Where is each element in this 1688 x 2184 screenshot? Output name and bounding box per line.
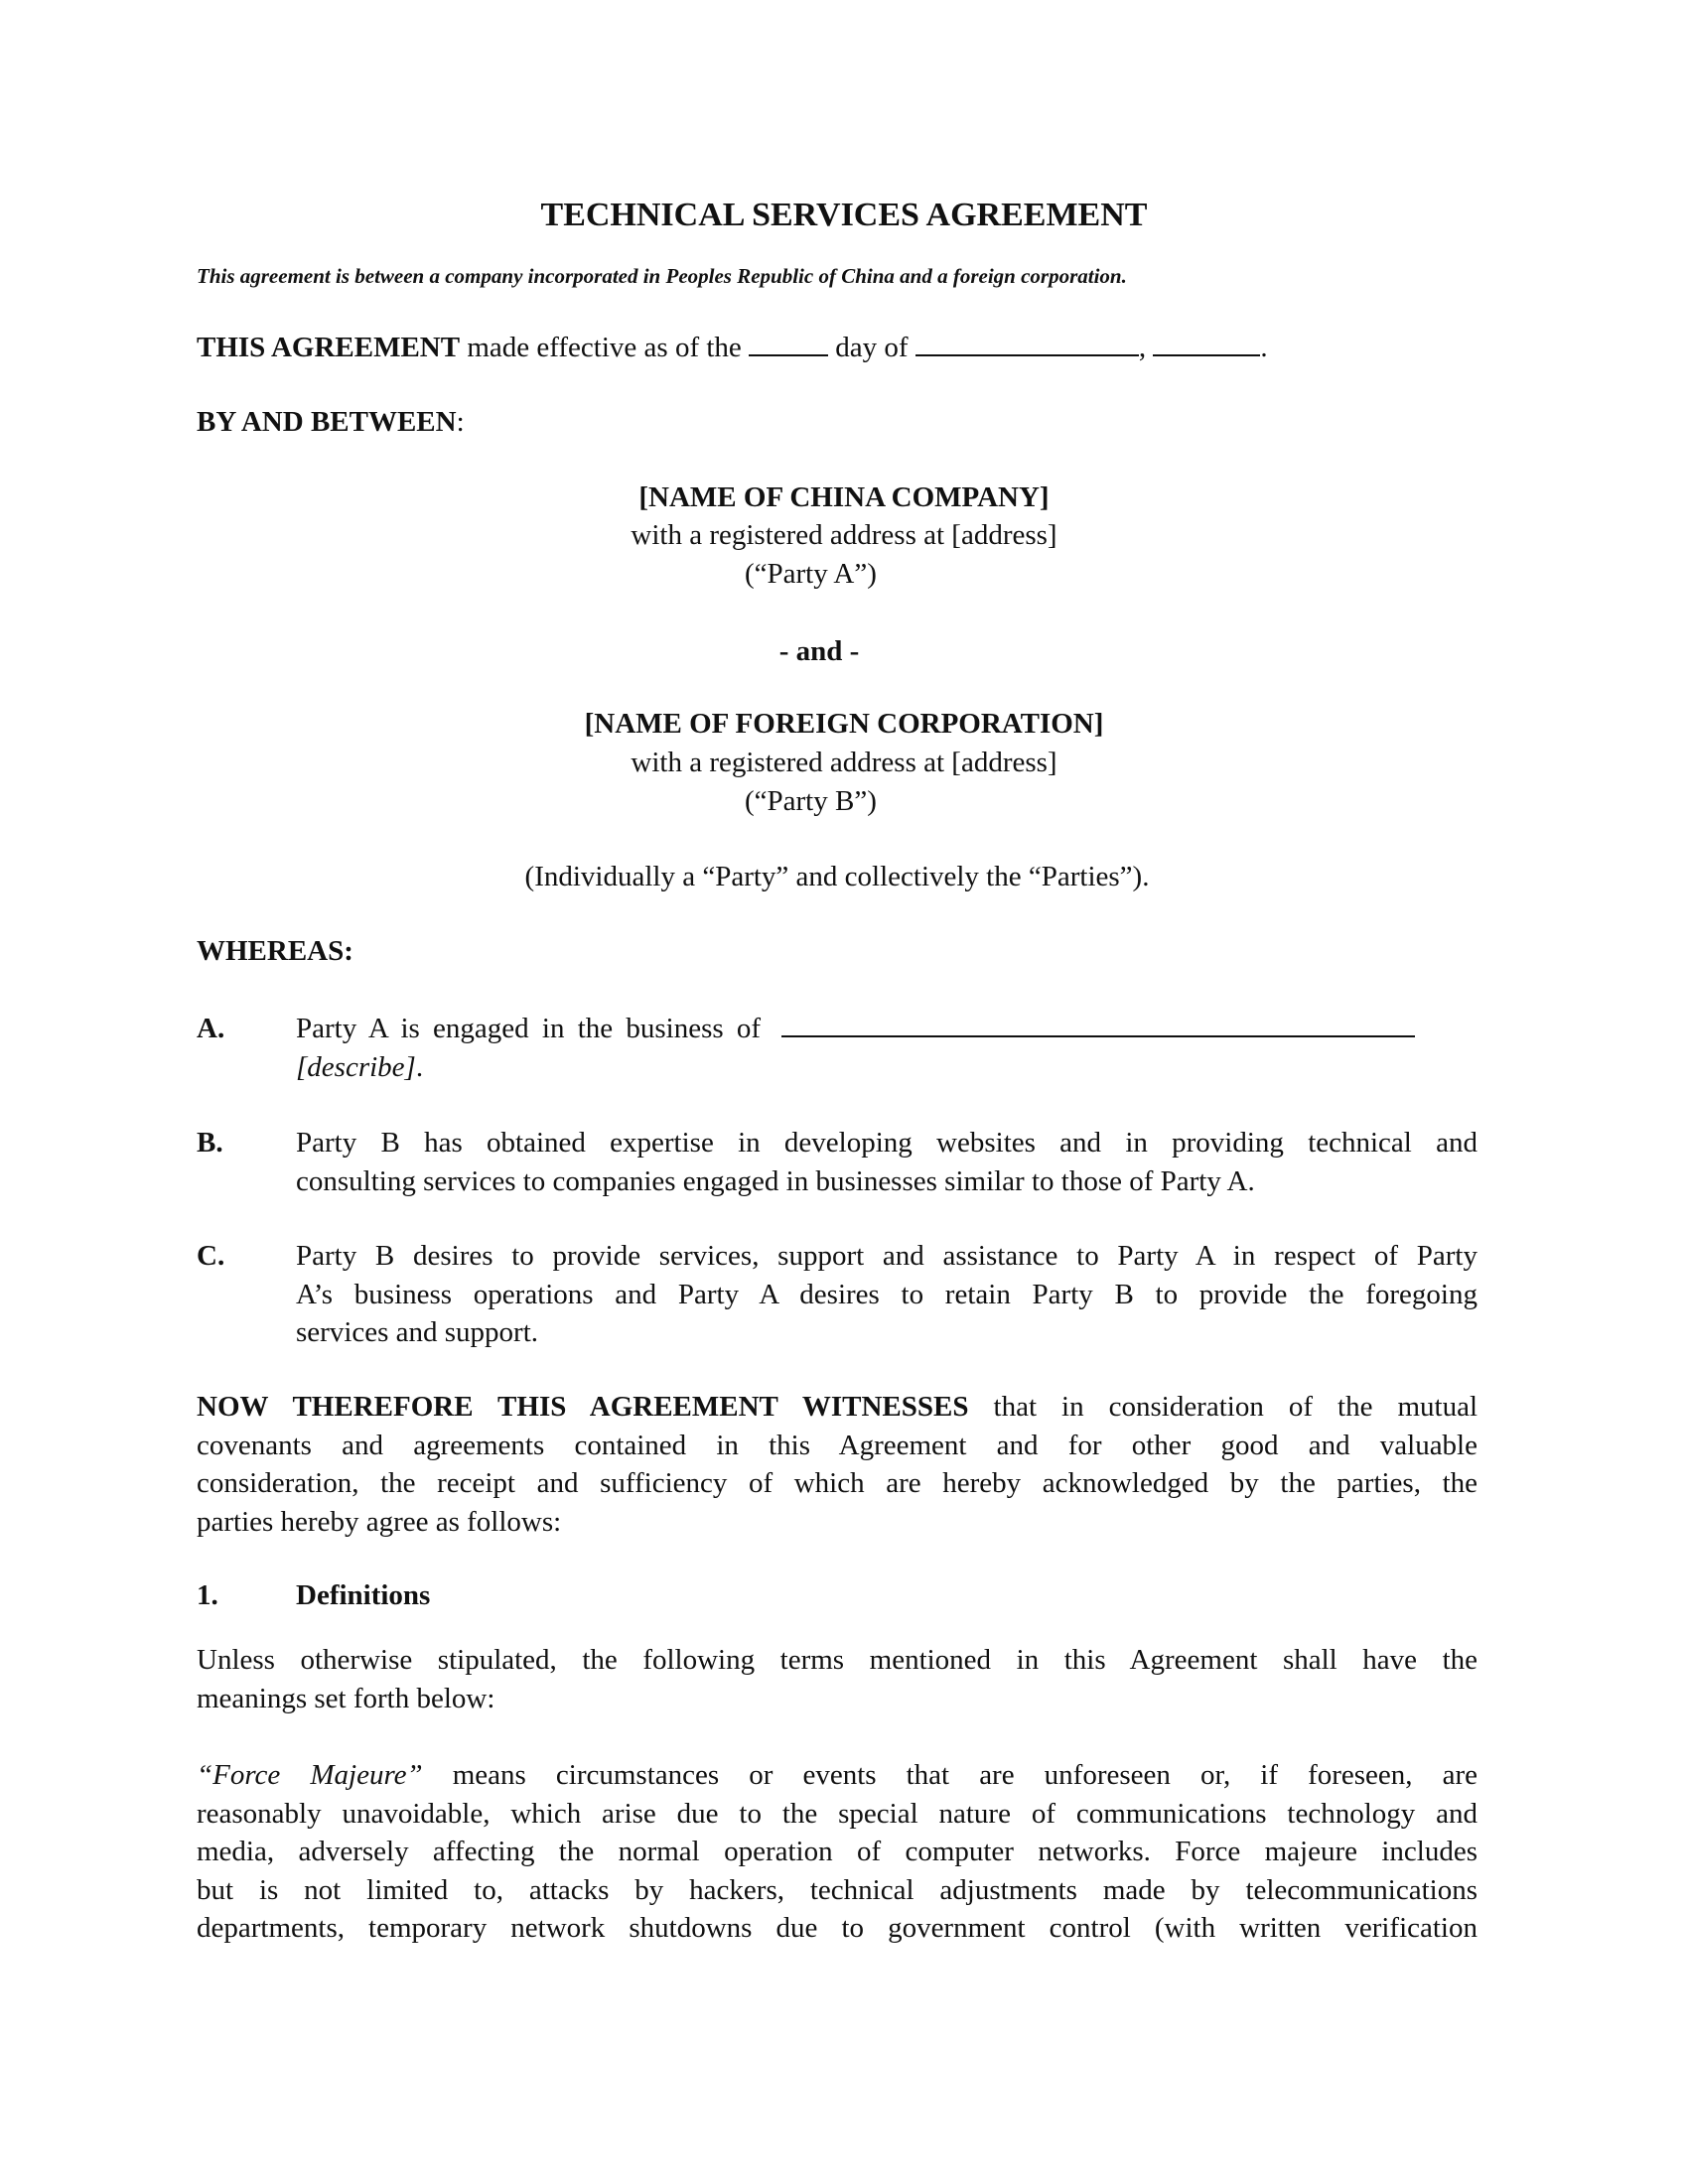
and-separator: - and - <box>778 635 860 667</box>
recital-a-label: A. <box>197 1013 225 1044</box>
document-subtitle: This agreement is between a company incorporated in Peoples Republic of China and a foreign corporation. <box>197 264 1127 288</box>
party-b-address: with a registered address at [address] <box>631 747 1057 778</box>
party-b-name: [NAME OF FOREIGN CORPORATION] <box>584 708 1104 740</box>
witnesseth-lead: NOW THEREFORE THIS AGREEMENT WITNESSES <box>197 1391 969 1423</box>
party-a-label: (“Party A”) <box>745 558 877 590</box>
period: . <box>415 1050 424 1083</box>
section-1-heading: Definitions <box>296 1579 431 1611</box>
effective-text: day of <box>828 332 915 363</box>
recital-b-line: consulting services to companies engaged in businesses similar to those of Party A. <box>296 1164 1255 1197</box>
colon: : <box>456 406 465 438</box>
party-b-label: (“Party B”) <box>745 785 877 817</box>
business-blank <box>781 1014 1415 1037</box>
effective-lead: THIS AGREEMENT <box>197 332 461 363</box>
force-majeure-term: “Force Majeure” <box>197 1759 423 1791</box>
whereas-heading: WHEREAS: <box>197 935 353 967</box>
effective-text: made effective as of the <box>460 332 750 363</box>
day-blank <box>749 333 828 356</box>
witnesseth-paragraph <box>197 1388 1477 1541</box>
force-majeure-line: reasonably unavoidable, which arise due to the special nature of communications technology and <box>197 1797 1477 1830</box>
collective-definition: (Individually a “Party” and collectively the “Parties”). <box>524 861 1150 892</box>
witnesseth-line: covenants and agreements contained in this Agreement and for other good and valuable <box>197 1429 1477 1461</box>
force-majeure-text: means circumstances or events that are unforeseen or, if foreseen, are <box>422 1759 1478 1791</box>
definitions-intro-line: Unless otherwise stipulated, the following terms mentioned in this Agreement shall have the <box>197 1644 1477 1676</box>
recital-b-label: B. <box>197 1127 223 1159</box>
recital-c-line: services and support. <box>296 1316 539 1348</box>
recital-c <box>296 1237 1477 1352</box>
recital-c-line: A’s business operations and Party A desires to retain Party B to provide the foregoing <box>296 1278 1477 1310</box>
document-title: TECHNICAL SERVICES AGREEMENT <box>540 197 1148 233</box>
recital-b <box>296 1124 1477 1200</box>
recital-b-line: Party B has obtained expertise in developing websites and in providing technical and <box>296 1127 1477 1159</box>
party-a-name: [NAME OF CHINA COMPANY] <box>638 481 1050 513</box>
witnesseth-text: that in consideration of the mutual <box>968 1391 1478 1423</box>
recital-c-line: Party B desires to provide services, support and assistance to Party A in respect of Party <box>296 1240 1477 1272</box>
effective-date-clause <box>197 329 1268 366</box>
recital-a <box>296 1010 1477 1086</box>
effective-text: , <box>1138 332 1154 363</box>
by-and-between-heading <box>197 403 465 441</box>
by-and-between-label: BY AND BETWEEN <box>197 406 457 438</box>
force-majeure-line: departments, temporary network shutdowns due to government control (with written verification <box>197 1912 1477 1944</box>
recital-c-label: C. <box>197 1240 225 1272</box>
witnesseth-line: parties hereby agree as follows: <box>197 1505 562 1538</box>
year-blank <box>1153 333 1260 356</box>
definitions-intro <box>197 1641 1477 1717</box>
force-majeure-line: media, adversely affecting the normal operation of computer networks. Force majeure includes <box>197 1836 1477 1867</box>
section-1-number: 1. <box>197 1579 218 1611</box>
definitions-intro-line: meanings set forth below: <box>197 1682 495 1714</box>
effective-text: . <box>1260 332 1268 363</box>
force-majeure-definition <box>197 1756 1477 1948</box>
witnesseth-line: consideration, the receipt and sufficiency of which are hereby acknowledged by the parties, the <box>197 1467 1477 1499</box>
month-blank <box>915 333 1139 356</box>
describe-placeholder: [describe] <box>296 1050 416 1083</box>
party-a-address: with a registered address at [address] <box>631 519 1057 551</box>
force-majeure-line: but is not limited to, attacks by hackers, technical adjustments made by telecommunications <box>197 1873 1477 1906</box>
recital-a-text: Party A is engaged in the business of <box>296 1013 762 1044</box>
